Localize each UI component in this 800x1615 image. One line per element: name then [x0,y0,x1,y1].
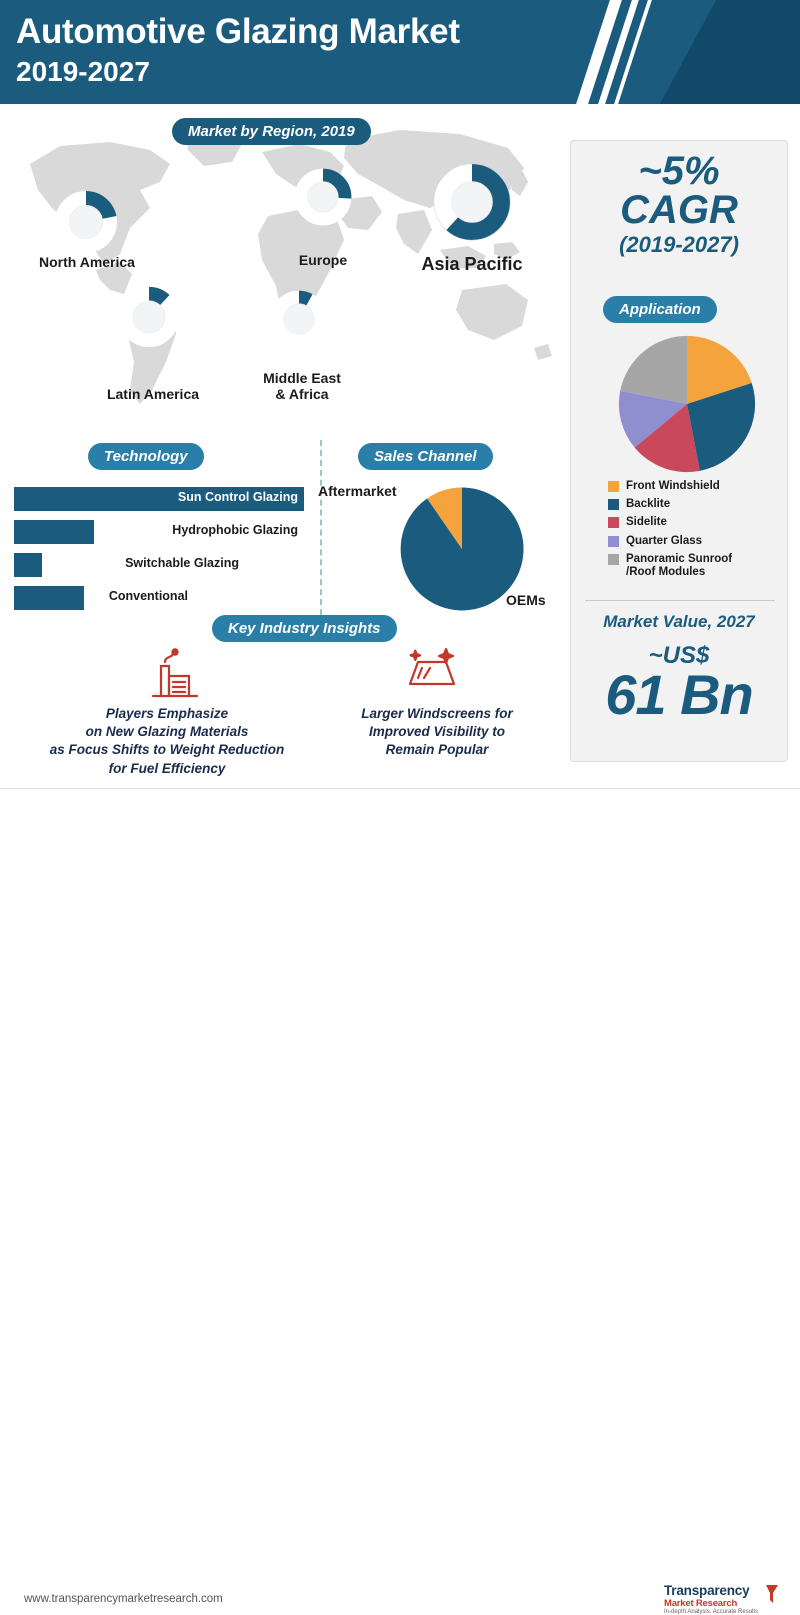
legend-item [608,498,788,511]
region-label-asia-pacific: Asia Pacific [421,254,523,274]
factory-emission-icon [145,648,203,700]
map-section [0,104,560,434]
legend-item [608,480,788,493]
donut-latin-america [114,282,184,352]
insight-text-2 [322,705,552,760]
map-pill: Market by Region, 2019 [172,118,371,145]
insight-line: Players Emphasize [105,706,229,721]
technology-bar-chart [14,487,304,619]
market-value-prefix: ~US$ [648,642,710,669]
legend-label-sidelite: Sidelite [626,516,667,529]
donut-asia-pacific [428,158,516,246]
legend-label-front-windshield: Front Windshield [626,480,720,492]
legend-label-panoramic-line2: /Roof Modules [626,566,706,579]
region-label-north-america: North America [39,254,135,270]
technology-bar-conventional [14,586,84,610]
header-banner [0,0,800,104]
legend-item [608,553,788,579]
region-label-europe: Europe [298,252,348,268]
mea-line2: & Africa [275,386,329,403]
insight-line: Remain Popular [385,742,489,758]
market-value-amount: 61 Bn [605,663,753,726]
donut-middle-east-africa [266,286,332,352]
footer-logo-line3: In-depth Analysis. Accurate Results [664,1609,759,1615]
insight-line: Larger Windscreens for [361,706,513,721]
footer-url[interactable]: www.transparencymarketresearch.com [24,1593,223,1605]
page-title: Automotive Glazing Market [16,12,460,51]
legend-label-backlite: Backlite [626,498,671,511]
technology-pill: Technology [88,443,204,470]
insight-text-1 [22,705,312,778]
technology-bar-row [14,586,304,613]
legend-label-quarter-glass: Quarter Glass [626,534,703,547]
cagr-years: (2019-2027) [619,232,739,258]
cagr-word: CAGR [620,188,738,233]
insight-line: Improved Visibility to [368,724,506,740]
footer-logo-line2: Market Research [664,1598,738,1609]
application-legend [608,480,788,584]
market-value-title: Market Value, 2027 [603,612,755,631]
legend-swatch-backlite [608,499,619,510]
footer-logo [664,1583,782,1615]
logo-mark-icon [764,1583,780,1605]
technology-label-sun-control: Sun Control Glazing [177,490,298,504]
header-corner-shape [660,0,800,104]
footer-logo-line1: Transparency [664,1583,750,1598]
legend-swatch-quarter-glass [608,536,619,547]
technology-bar-switchable [14,553,42,577]
region-label-latin-america: Latin America [106,386,200,402]
cagr-block [570,149,788,258]
key-insights-pill: Key Industry Insights [212,615,397,642]
legend-swatch-sidelite [608,517,619,528]
sales-channel-pill: Sales Channel [358,443,493,470]
region-label-middle-east-africa [232,370,372,402]
legend-item [608,535,788,548]
technology-label-switchable: Switchable Glazing [125,556,239,570]
section-divider [320,440,322,615]
technology-bar-row [14,487,304,514]
windscreen-sparkle-icon [400,648,462,700]
footer [0,790,800,1615]
sales-channel-label-aftermarket: Aftermarket [318,483,397,499]
cagr-value: ~5% [638,149,720,193]
legend-swatch-front-windshield [608,481,619,492]
page-subtitle: 2019-2027 [16,56,150,87]
insight-line: as Focus Shifts to Weight Reduction [49,742,285,758]
legend-item [608,516,788,529]
legend-label-panoramic-line1: Panoramic Sunroof [626,552,733,565]
donut-europe [290,164,356,230]
legend-label-panoramic-sunroof [626,553,732,579]
technology-bar-hydrophobic [14,520,94,544]
technology-label-hydrophobic: Hydrophobic Glazing [172,523,298,537]
insight-line: for Fuel Efficiency [108,760,226,776]
insight-line: on New Glazing Materials [85,724,249,740]
technology-bar-row [14,553,304,580]
mea-line1: Middle East [263,370,341,386]
legend-swatch-panoramic-sunroof [608,554,619,565]
application-pie-chart [613,330,761,478]
sales-channel-label-oems: OEMs [506,592,546,608]
footer-divider [0,788,800,789]
technology-label-conventional: Conventional [108,589,188,603]
technology-bar-row [14,520,304,547]
donut-north-america [50,186,122,258]
application-pill: Application [603,296,717,323]
market-value-divider [585,600,775,601]
